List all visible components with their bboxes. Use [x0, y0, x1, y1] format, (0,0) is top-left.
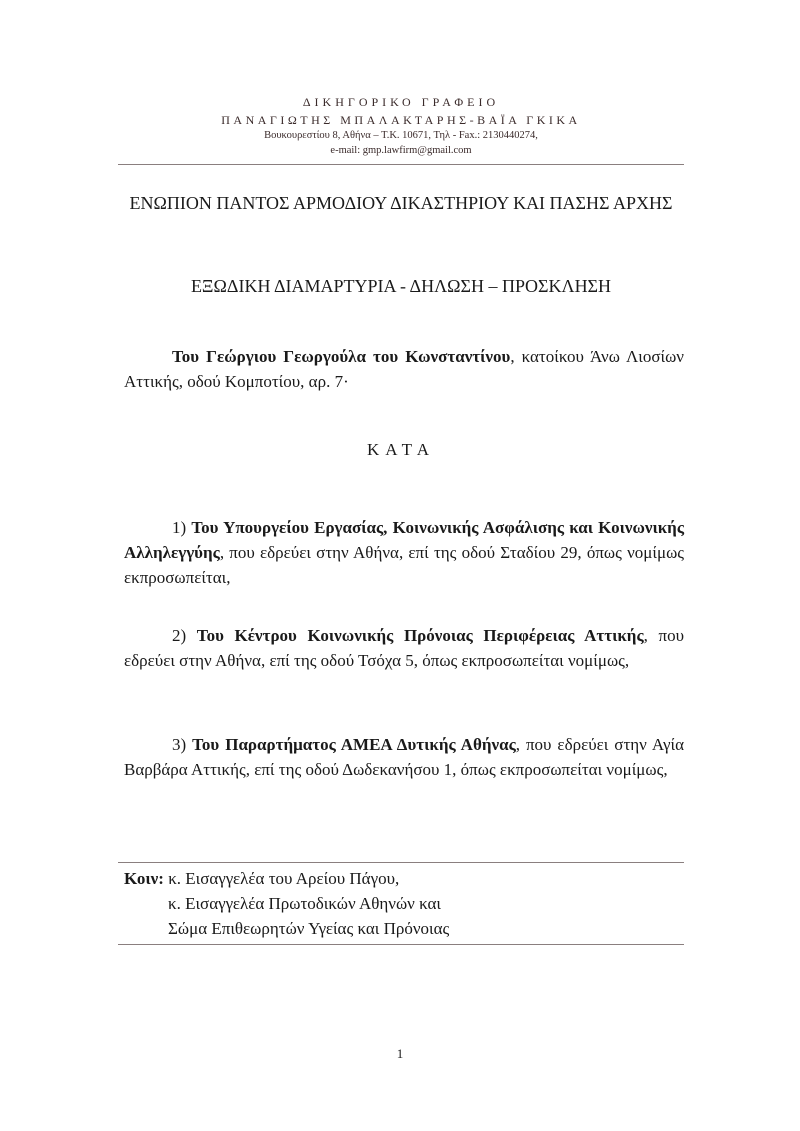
cc-block — [124, 866, 684, 941]
respondent-1-number: 1) — [172, 518, 187, 537]
respondent-2-number: 2) — [172, 626, 187, 645]
cc-divider-bottom — [118, 944, 684, 945]
letterhead-email: e-mail: gmp.lawfirm@gmail.com — [330, 145, 472, 156]
cc-recipient-3: Σώμα Επιθεωρητών Υγείας και Πρόνοιας — [168, 919, 450, 938]
respondent-1-details: , που εδρεύει στην Αθήνα, επί της οδού Σταδίου 29, όπως νομίμως εκπροσωπείται, — [124, 543, 684, 587]
letterhead-divider — [118, 164, 684, 165]
page-number: 1 — [396, 1046, 404, 1061]
document-type-heading: ΕΞΩΔΙΚΗ ΔΙΑΜΑΡΤΥΡΙΑ - ΔΗΛΩΣΗ – ΠΡΟΣΚΛΗΣΗ — [190, 276, 612, 296]
court-heading: ΕΝΩΠΙΟΝ ΠΑΝΤΟΣ ΑΡΜΟΔΙΟΥ ΔΙΚΑΣΤΗΡΙΟΥ ΚΑΙ ΠΑΣΗΣ ΑΡΧΗΣ — [129, 193, 673, 213]
respondent-3-number: 3) — [172, 735, 187, 754]
cc-label: Κοιν — [124, 869, 159, 888]
letterhead-lawyers: ΠΑΝΑΓΙΩΤΗΣ ΜΠΑΛΑΚΤΑΡΗΣ-ΒΑΪΑ ΓΚΙΚΑ — [221, 113, 581, 127]
respondent-3-name: Του Παραρτήματος ΑΜΕΑ Δυτικής Αθήνας — [192, 735, 516, 754]
respondent-2-paragraph — [124, 623, 684, 673]
respondent-3-details: , που εδρεύει στην Αγία Βαρβάρα Αττικής, επί της οδού Δωδεκανήσου 1, όπως εκπροσωπείται νομίμως, — [124, 735, 685, 779]
petitioner-paragraph — [124, 344, 684, 394]
respondent-2-name: Του Κέντρου Κοινωνικής Πρόνοιας Περιφέρειας Αττικής — [196, 626, 644, 645]
petitioner-name: Του Γεώργιου Γεωργούλα του Κωνσταντίνου — [172, 347, 511, 366]
respondent-2-details: , που εδρεύει στην Αθήνα, επί της οδού Τσόχα 5, όπως εκπροσωπείται νομίμως, — [124, 626, 684, 670]
cc-recipient-1: κ. Εισαγγελέα του Αρείου Πάγου, — [168, 869, 400, 888]
against-label: ΚΑΤΑ — [367, 440, 435, 459]
cc-row-3 — [124, 916, 684, 941]
respondent-1-name: Του Υπουργείου Εργασίας, Κοινωνικής Ασφάλισης και Κοινωνικής Αλληλεγγύης — [124, 518, 685, 562]
letterhead — [118, 94, 684, 158]
cc-row-2 — [124, 891, 684, 916]
letterhead-address: Βουκουρεστίου 8, Αθήνα – Τ.Κ. 10671, Τηλ - Fax.: 2130440274, — [264, 130, 538, 141]
letterhead-office: ΔΙΚΗΓΟΡΙΚΟ ΓΡΑΦΕΙΟ — [302, 95, 500, 109]
respondent-1-paragraph — [124, 515, 684, 590]
cc-row-1: Κοιν: κ. Εισαγγελέα του Αρείου Πάγου, — [124, 869, 400, 888]
respondent-3-paragraph — [124, 732, 684, 782]
cc-recipient-2: κ. Εισαγγελέα Πρωτοδικών Αθηνών και — [168, 894, 441, 913]
petitioner-address: , κατοίκου Άνω Λιοσίων Αττικής, οδού Κομποτίου, αρ. 7· — [124, 347, 684, 391]
cc-divider-top — [118, 862, 684, 863]
